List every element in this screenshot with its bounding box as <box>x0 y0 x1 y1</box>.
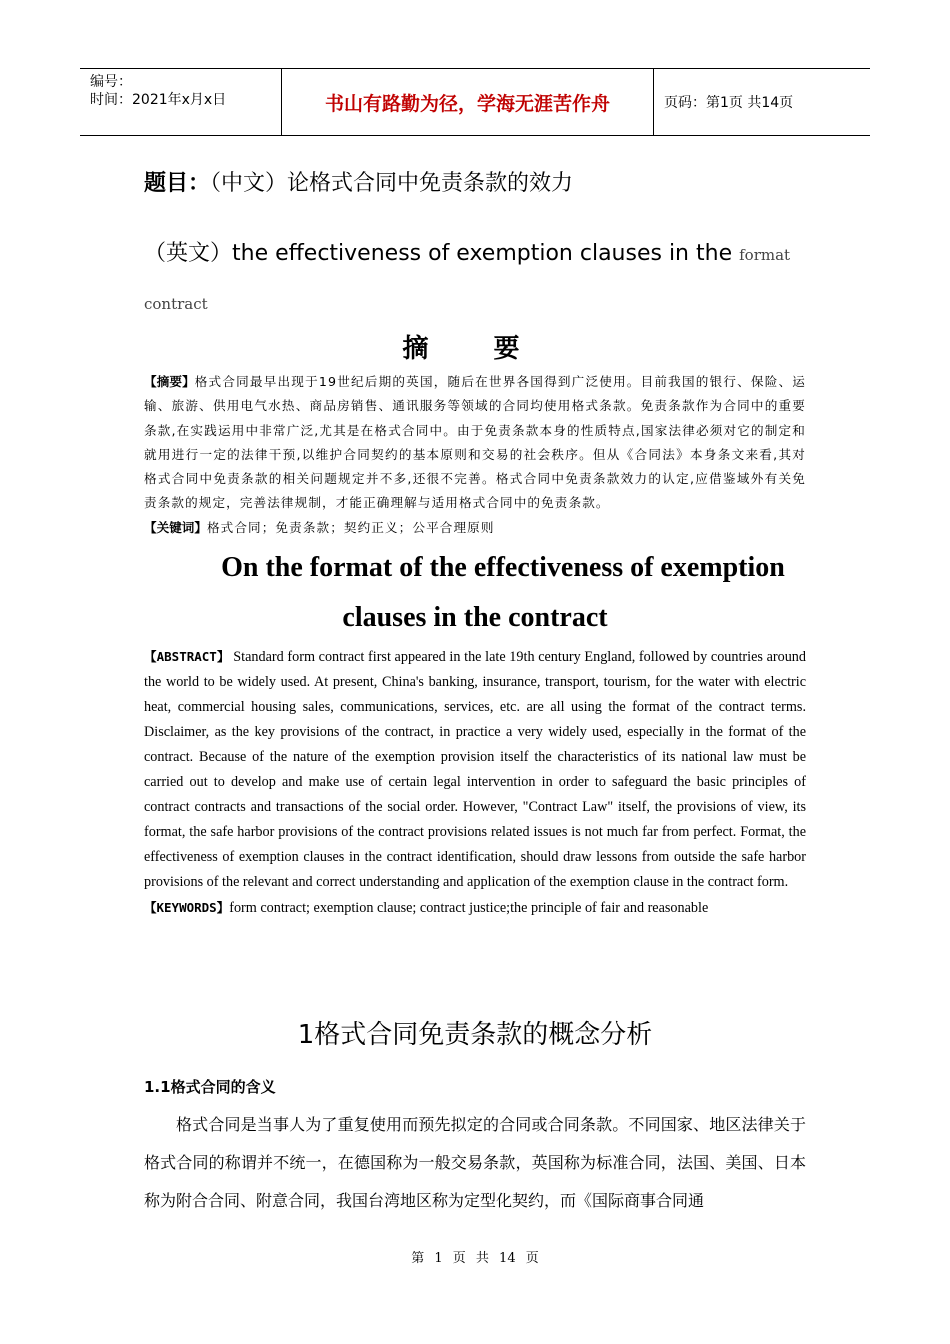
keywords-en <box>144 895 806 921</box>
motto-text: 书山有路勤为径，学海无涯苦作舟 <box>324 92 610 115</box>
keywords-en-text: form contract; exemption clause; contract justice;the principle of fair and reasonable <box>229 900 709 916</box>
english-title-line-2: clauses in the contract <box>342 602 608 633</box>
title-label: 题目： <box>144 171 211 196</box>
abstract-cn-label: 【摘要】 <box>144 374 195 389</box>
abstract-heading: 摘 要 <box>402 334 548 364</box>
abstract-cn-text: 格式合同最早出现于19世纪后期的英国，随后在世界各国得到广泛使用。目前我国的银行、保险、运输、旅游、供用电气水热、商品房销售、通讯服务等领域的合同均使用格式条款。免责条款作为合同中的重要条款,在实践运用中非常广泛,尤其是在格式合同中。由于免责条款本身的性质特点,国家法律必须对它的制定和就用进行一定的法律干预,以维护合同契约的基本原则和交易的社会秩序。但从《合同法》本身条文来看,其对格式合同中免责条款的相关问题规定并不多,还很不完善。格式合同中免责条款效力的认定,应借鉴域外有关免责条款的规定，完善法律规制，才能正确理解与适用格式合同中的免责条款。 <box>144 374 806 511</box>
title-english <box>144 230 814 328</box>
title-chinese <box>144 166 573 197</box>
document-header <box>80 68 870 136</box>
page-footer: 第 1 页 共 14 页 <box>411 1251 539 1266</box>
title-en-tail: format contract <box>144 246 791 313</box>
title-cn-text: （中文）论格式合同中免责条款的效力 <box>210 171 574 196</box>
page-info: 页码：第1页 共14页 <box>664 95 794 111</box>
time-label: 时间：2021年x月x日 <box>90 92 227 108</box>
keywords-cn-text: 格式合同；免责条款；契约正义；公平合理原则 <box>206 519 495 535</box>
header-meta-cell <box>80 69 282 135</box>
number-label: 编号： <box>90 74 132 90</box>
keywords-cn <box>144 516 806 540</box>
abstract-english <box>144 644 806 921</box>
keywords-en-label: 【KEYWORDS】 <box>144 900 230 915</box>
abstract-en-text: Standard form contract first appeared in the late 19th century England, followed by countries around the world to be widely used. At present, China's banking, insurance, transport, tourism, for the water with electric heat, commercial housing sales, communications, services, etc. are all using the format of the contract terms. Disclaimer, as the key provisions of the contract, in practice a very widely used, especially in the format of the contract. Because of the nature of the exemption provision itself the characteristics of its national law must be carried out to develop and make use of certain legal intervention in order to safeguard the basic principles of contract contracts and transactions of the social order. However, "Contract Law" itself, the provisions of view, its format, the safe harbor provisions of the contract provisions related issues is not much far from perfect. Format, the effectiveness of exemption clauses in the contract identification, should draw lessons from outside the safe harbor provisions of the relevant and correct understanding and application of the exemption clause in the contract form. <box>144 649 806 890</box>
abstract-en-paragraph <box>144 644 806 895</box>
abstract-cn-paragraph <box>144 370 806 516</box>
header-motto-cell <box>282 69 654 135</box>
title-en-text: （英文）the effectiveness of exemption clauses in the <box>144 241 740 266</box>
header-page-cell <box>654 69 870 135</box>
abstract-en-label: 【ABSTRACT】 <box>144 649 230 664</box>
body-paragraph: 格式合同是当事人为了重复使用而预先拟定的合同或合同条款。不同国家、地区法律关于格式合同的称谓并不统一，在德国称为一般交易条款，英国称为标准合同，法国、美国、日本称为附合合同、附意合同，我国台湾地区称为定型化契约，而《国际商事合同通 <box>144 1115 806 1210</box>
section-heading: 1格式合同免责条款的概念分析 <box>297 1020 653 1050</box>
english-title-line-1: On the format of the effectiveness of exemption <box>221 552 785 583</box>
subsection-heading: 1.1格式合同的含义 <box>144 1078 276 1096</box>
abstract-chinese <box>144 370 806 540</box>
keywords-cn-label: 【关键词】 <box>144 519 207 535</box>
